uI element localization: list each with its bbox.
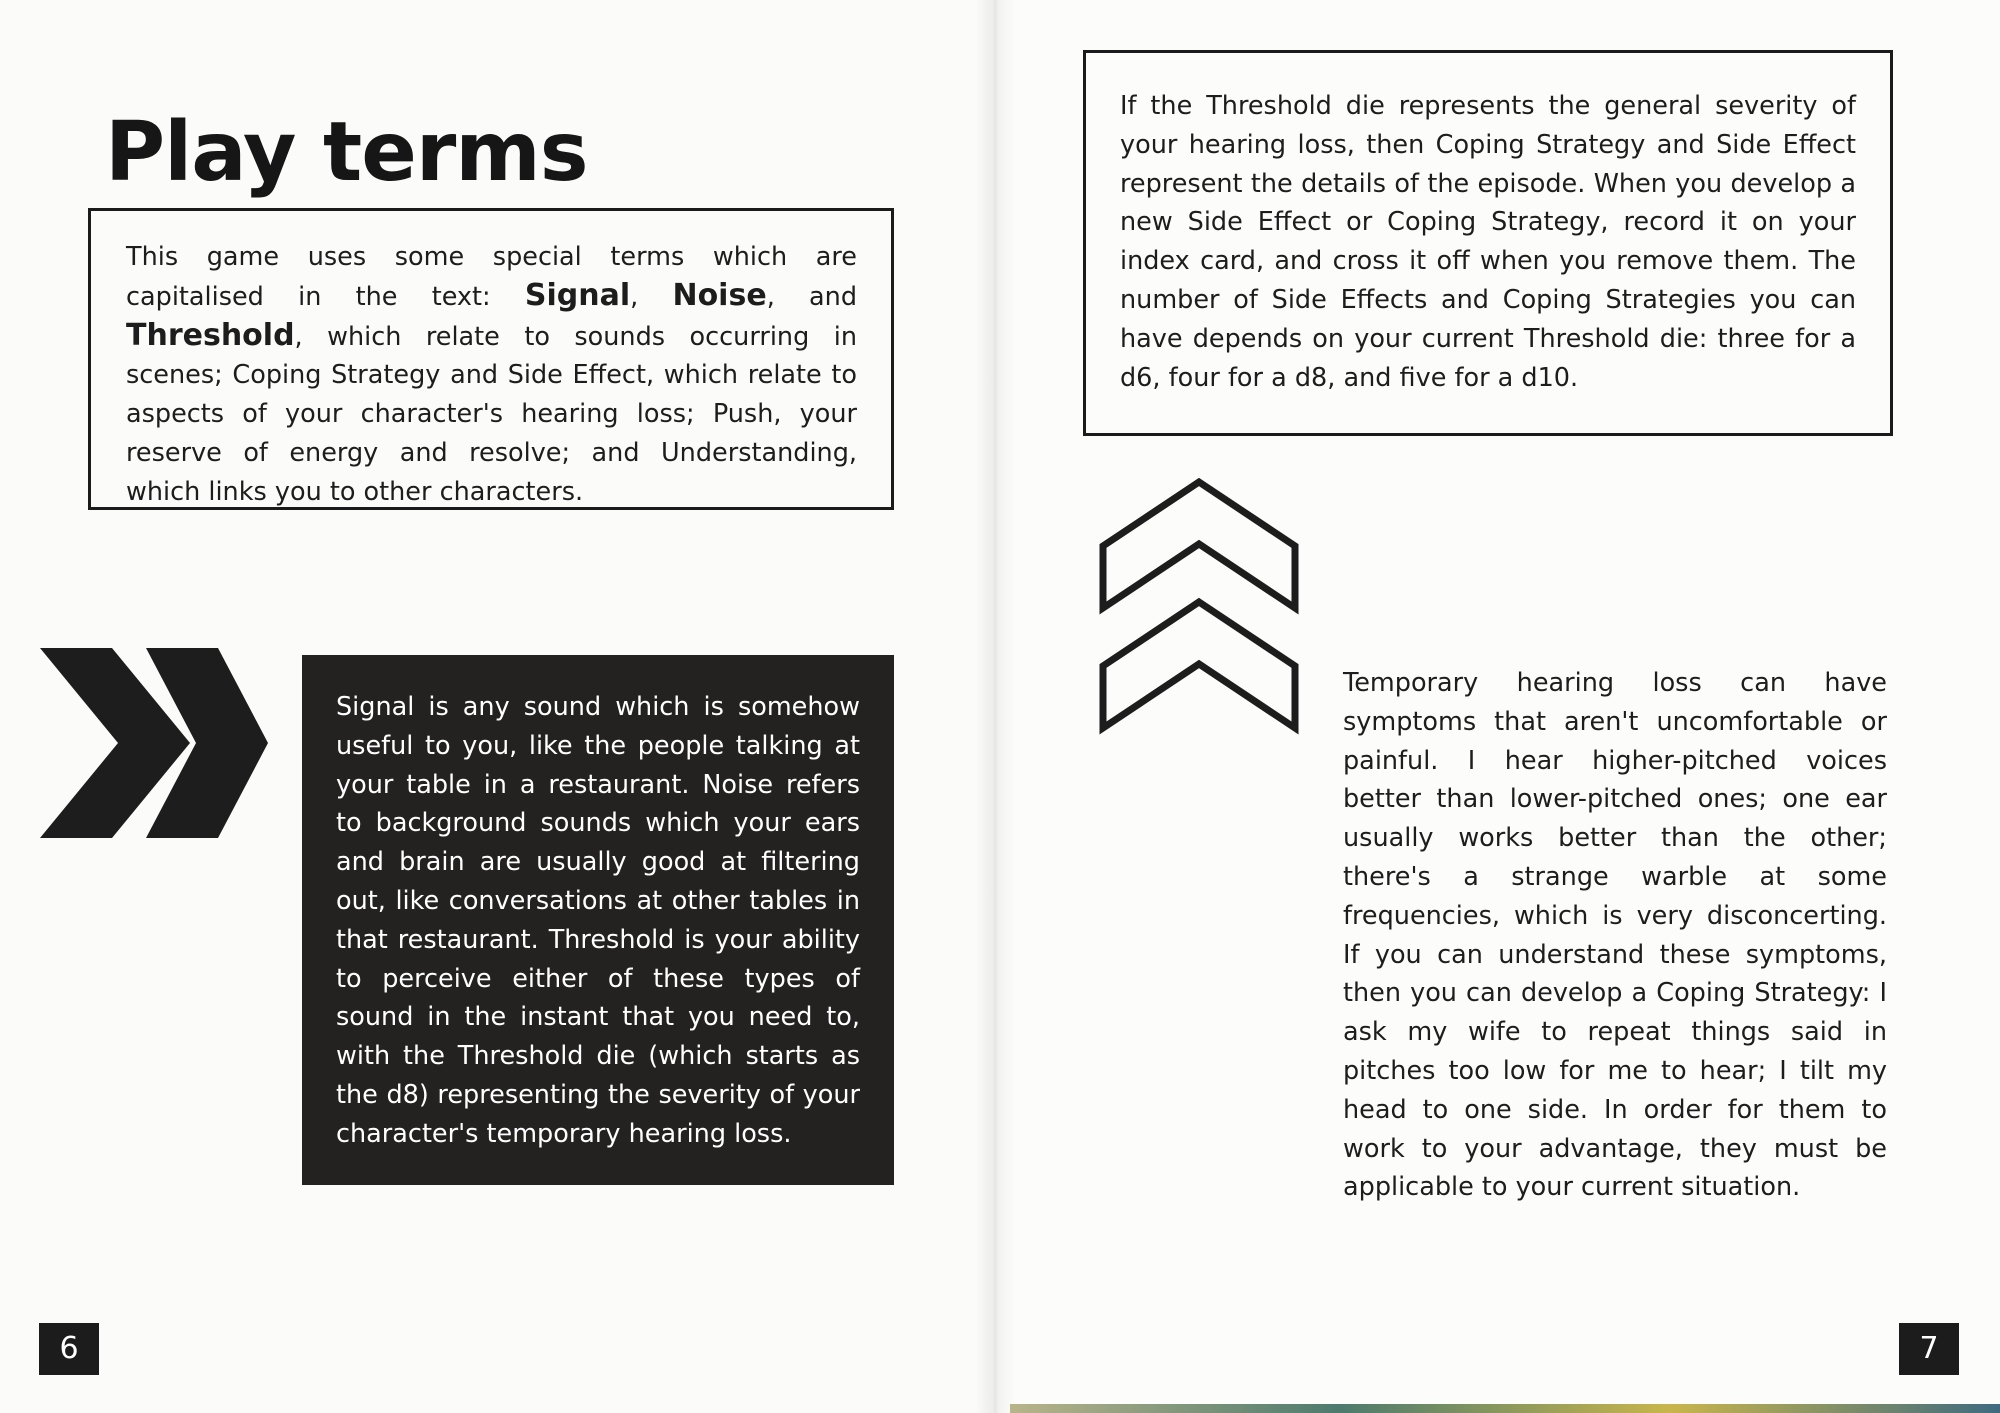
double-chevron-up-icon bbox=[1099, 478, 1299, 736]
intro-sep2: , and bbox=[766, 281, 858, 312]
cover-edge bbox=[1010, 1404, 2000, 1413]
definitions-box bbox=[302, 655, 894, 1185]
left-page bbox=[0, 0, 990, 1413]
intro-text bbox=[126, 238, 857, 512]
term-threshold: Threshold bbox=[126, 317, 295, 353]
intro-part1: This game uses some special terms which are capitalised in the text: bbox=[126, 242, 857, 312]
double-chevron-right-icon bbox=[40, 648, 280, 838]
term-noise: Noise bbox=[672, 277, 767, 313]
intro-box bbox=[88, 208, 894, 510]
page-title: Play terms bbox=[105, 105, 588, 200]
page-number: 7 bbox=[1899, 1323, 1959, 1375]
book-gutter bbox=[975, 0, 1015, 1413]
intro-part2: , which relate to sounds occurring in scenes; Coping Strategy and Side Effect, which relate to aspects of your character's hearing loss; Push, your reserve of energy and resolve; and Understanding, which links you to other characters. bbox=[126, 321, 857, 507]
threshold-text: If the Threshold die represents the general severity of your hearing loss, then Coping Strategy and Side Effect represent the details of the episode. When you develop a new Side Effect or Coping Strategy, record it on your index card, and cross it off when you remove them. The number of Side Effects and Coping Strategies you can have depends on your current Threshold die: three for a d6, four for a d8, and five for a d10. bbox=[1120, 91, 1856, 393]
hearing-loss-text: Temporary hearing loss can have symptoms that aren't uncomfortable or painful. I hear higher-pitched voices better than lower-pitched ones; one ear usually works better than the other; there's a strange warble at some frequencies, which is very disconcerting. If you can understand these symptoms, then you can develop a Coping Strategy: I ask my wife to repeat things said in pitches too low for me to hear; I tilt my head to one side. In order for them to work to your advantage, they must be applicable to your current situation. bbox=[1343, 668, 1887, 1203]
page-number: 6 bbox=[39, 1323, 99, 1375]
threshold-box bbox=[1083, 50, 1893, 436]
term-signal: Signal bbox=[524, 277, 631, 313]
definitions-text: Signal is any sound which is somehow useful to you, like the people talking at your table in a restaurant. Noise refers to background sounds which your ears and brain are usually good at filtering out, like conversations at other tables in that restaurant. Threshold is your ability to perceive either of these types of sound in the instant that you need to, with the Threshold die (which starts as the d8) representing the severity of your character's temporary hearing loss. bbox=[336, 692, 860, 1149]
intro-sep1: , bbox=[630, 281, 673, 312]
